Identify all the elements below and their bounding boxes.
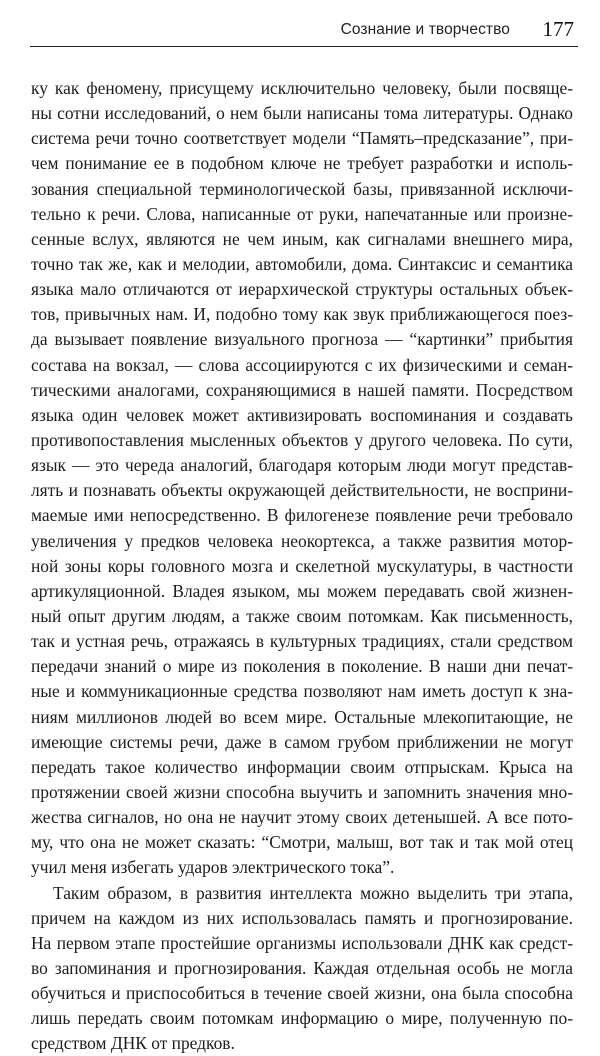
text-line: учил меня избегать ударов электрического тока”. [31, 855, 573, 880]
text-line: ный опыт другим людям, а также своим потомкам. Как письменность, [31, 604, 573, 629]
text-line: ны сотни исследований, о нем были написаны тома литературы. Однако [31, 101, 573, 126]
paragraph [31, 881, 573, 1056]
paragraph [31, 76, 573, 881]
text-line: средством ДНК от предков. [31, 1031, 573, 1056]
text-line: так и устная речь, отражаясь в культурных традициях, стали средством [31, 629, 573, 654]
text-line: артикуляционной. Владея языком, мы можем передавать свой жизнен- [31, 579, 573, 604]
text-line: языка мало отличаются от иерархической структуры остальных объек- [31, 277, 573, 302]
text-line: увеличения у предков человека неокортекса, а также развития мотор- [31, 529, 573, 554]
text-line: сенные вслух, являются не чем иным, как сигналами внешнего мира, [31, 227, 573, 252]
text-line: зования специальной терминологической базы, привязанной исключи- [31, 177, 573, 202]
page-number: 177 [543, 17, 575, 42]
running-header [30, 14, 578, 47]
text-line: маемые ими непосредственно. В филогенезе появление речи требовало [31, 503, 573, 528]
text-line: обучиться и приспособиться в течение своей жизни, она была способна [31, 981, 573, 1006]
text-line: Таким образом, в развития интеллекта можно выделить три этапа, [31, 881, 573, 906]
text-line: имеющие системы речи, даже в самом грубом приближении не могут [31, 730, 573, 755]
text-line: ку как феномену, присущему исключительно человеку, были посвяще- [31, 76, 573, 101]
text-line: ной зоны коры головного мозга и скелетной мускулатуры, в частности [31, 554, 573, 579]
body-text [31, 76, 573, 1056]
section-title: Сознание и творчество [341, 21, 510, 39]
text-line: тическими аналогами, сохраняющимися в нашей памяти. Посредством [31, 378, 573, 403]
text-line: языка один человек может активизировать воспоминания и создавать [31, 403, 573, 428]
text-line: тельно к речи. Слова, написанные от руки, напечатанные или произне- [31, 202, 573, 227]
text-line: во запоминания и прогнозирования. Каждая отдельная особь не могла [31, 956, 573, 981]
text-line: состава на вокзал, — слова ассоциируются с их физическими и семан- [31, 353, 573, 378]
text-line: передачи знаний о мире из поколения в поколение. В наши дни печат- [31, 654, 573, 679]
text-line: система речи точно соответствует модели “Память–предсказание”, при- [31, 126, 573, 151]
text-line: лять и познавать объекты окружающей действительности, не восприни- [31, 478, 573, 503]
text-line: чем понимание ее в подобном ключе не требует разработки и исполь- [31, 151, 573, 176]
text-line: причем на каждом из них использовалась память и прогнозирование. [31, 906, 573, 931]
text-line: язык — это череда аналогий, благодаря которым люди могут представ- [31, 453, 573, 478]
text-line: протяжении своей жизни способна выучить и запомнить значения мно- [31, 780, 573, 805]
text-line: На первом этапе простейшие организмы использовали ДНК как средст- [31, 931, 573, 956]
text-line: да вызывает появление визуального прогноза — “картинки” прибытия [31, 327, 573, 352]
text-line: передать такое количество информации своим отпрыскам. Крыса на [31, 755, 573, 780]
text-line: ниям миллионов людей во всем мире. Остальные млекопитающие, не [31, 705, 573, 730]
text-line: лишь передать своим потомкам информацию о мире, полученную по- [31, 1006, 573, 1031]
text-line: жества сигналов, но она не научит этому своих детенышей. А все пото- [31, 805, 573, 830]
text-line: тов, привычных нам. И, подобно тому как звук приближающегося поез- [31, 302, 573, 327]
text-line: ные и коммуникационные средства позволяют нам иметь доступ к зна- [31, 679, 573, 704]
text-line: точно так же, как и мелодии, автомобили, дома. Синтаксис и семантика [31, 252, 573, 277]
text-line: противопоставления мысленных объектов у другого человека. По сути, [31, 428, 573, 453]
text-line: му, что она не может сказать: “Смотри, малыш, вот так и так мой отец [31, 830, 573, 855]
